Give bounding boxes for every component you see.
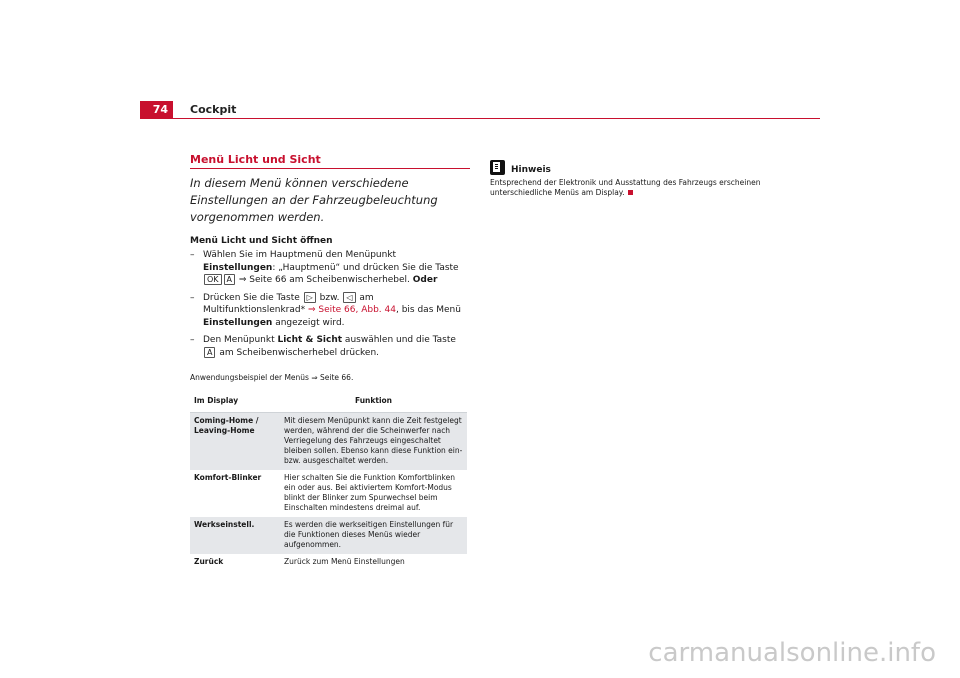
table-header-function: Funktion <box>280 392 467 413</box>
step-1: – Wählen Sie im Hauptmenü den Menüpunkt Einstellungen: „Hauptmenü“ und drücken Sie die Taste OK A ⇒ Seite 66 am Scheibenwischerhebel. Oder <box>190 250 459 285</box>
table-row: Komfort-Blinker Hier schalten Sie die Funktion Komfortblinken ein oder aus. Bei aktiviertem Komfort-Modus blinkt der Blinker zum Spurwechsel beim Einschalten mindestens dreimal auf. <box>194 473 455 512</box>
table-row: Zurück Zurück zum Menü Einstellungen <box>194 557 405 566</box>
procedure-heading: Menü Licht und Sicht öffnen <box>190 236 333 246</box>
step-list <box>190 249 470 359</box>
next-key-icon: ▷ <box>304 292 316 303</box>
prev-key-icon: ◁ <box>343 292 355 303</box>
main-column <box>190 153 470 571</box>
watermark: carmanualsonline.info <box>648 638 936 668</box>
section-title: Menü Licht und Sicht <box>190 153 470 169</box>
ok-key-icon: OK <box>204 274 222 285</box>
chapter-title: Cockpit <box>190 103 237 116</box>
a-key-icon: A <box>224 274 235 285</box>
note-title: Hinweis <box>511 165 551 175</box>
function-table <box>190 392 467 571</box>
note-icon <box>490 160 505 175</box>
page-reference-link[interactable]: ⇒ Seite 66, Abb. 44 <box>307 305 396 315</box>
example-reference: Anwendungsbeispiel der Menüs ⇒ Seite 66. <box>190 373 354 382</box>
table-header-display: Im Display <box>190 392 280 413</box>
section-intro: In diesem Menü können verschiedene Einstellungen an der Fahrzeugbeleuchtung vorgenommen werden. <box>190 176 438 224</box>
a-key-icon: A <box>204 347 215 358</box>
step-2: – Drücken Sie die Taste ▷ bzw. ◁ am Multifunktionslenkrad* ⇒ Seite 66, Abb. 44, bis das Menü Einstellungen angezeigt wird. <box>190 292 461 328</box>
note-box <box>490 160 780 198</box>
page-number: 74 <box>140 101 173 119</box>
note-text: Entsprechend der Elektronik und Ausstattung des Fahrzeugs erscheinen unterschiedliche Menüs am Display. <box>490 178 761 197</box>
table-row: Coming-Home / Leaving-Home Mit diesem Menüpunkt kann die Zeit festgelegt werden, während der die Scheinwerfer nach Verriegelung des Fahrzeugs eingeschaltet bleiben sollen. Ebenso kann diese Funktion ein- bzw. ausgeschaltet werden. <box>190 413 467 471</box>
end-marker-icon <box>628 190 633 195</box>
table-row: Werkseinstell. Es werden die werkseitigen Einstellungen für die Funktionen dieses Menüs wieder aufgenommen. <box>190 517 467 554</box>
step-3: – Den Menüpunkt Licht & Sicht auswählen und die Taste A am Scheibenwischerhebel drücken. <box>190 335 456 358</box>
header-rule <box>140 118 820 119</box>
